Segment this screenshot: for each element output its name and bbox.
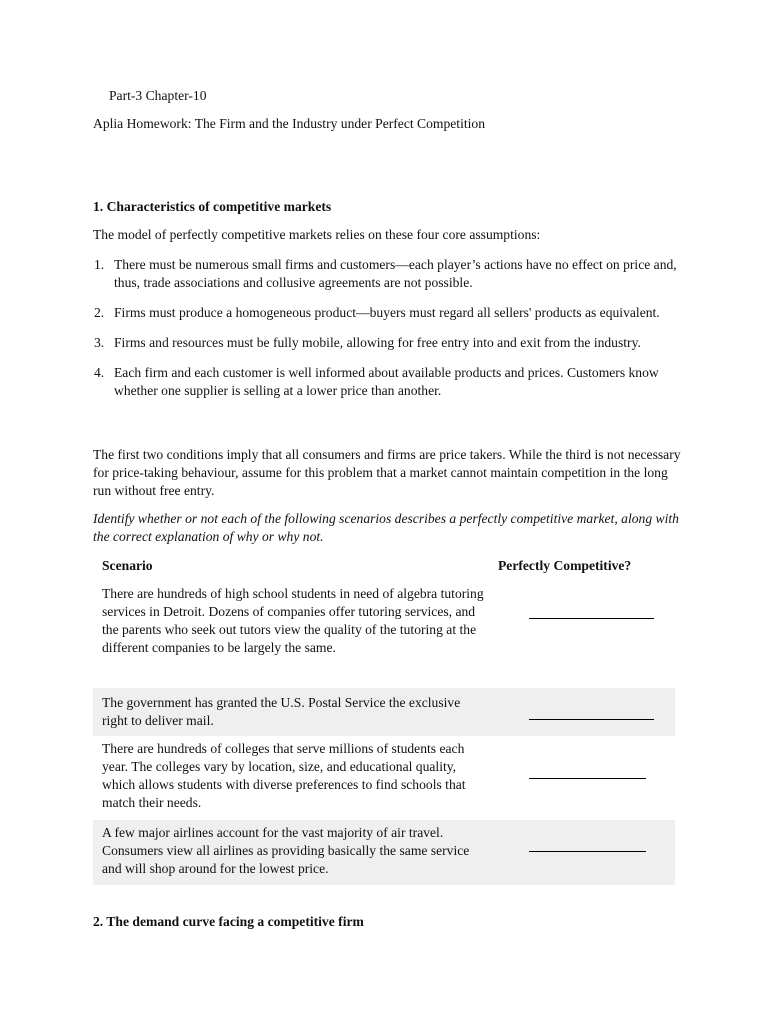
scenario-text: The government has granted the U.S. Postal Service the exclusive right to deliver mail. [102,695,461,728]
list-item-number: 1. [94,257,105,272]
list-item-text: Each firm and each customer is well informed about available products and prices. Customers know whether one supplier is selling at a lower price than another. [114,365,659,398]
assumptions-list [94,256,694,412]
section-1-heading: 1. Characteristics of competitive markets [93,199,332,214]
list-item-text: Firms must produce a homogeneous product—buyers must regard all sellers' products as equivalent. [114,305,660,320]
list-item-number: 2. [94,305,105,320]
list-item [94,304,694,322]
scenario-column-header: Scenario [102,558,153,573]
list-item-number: 4. [94,365,105,380]
answer-blank[interactable] [529,618,654,619]
document-title: Aplia Homework: The Firm and the Industry under Perfect Competition [93,116,486,131]
table-row [93,820,675,885]
list-item-text: Firms and resources must be fully mobile, allowing for free entry into and exit from the industry. [114,335,641,350]
list-item-number: 3. [94,335,105,350]
answer-blank[interactable] [529,778,646,779]
table-row [93,736,675,820]
scenario-table [93,552,675,885]
table-row [93,688,675,736]
list-item [94,334,694,352]
list-item-text: There must be numerous small firms and customers—each player’s actions have no effect on price and, thus, trade associations and collusive agreements are not possible. [114,257,677,290]
chapter-label: Part-3 Chapter-10 [109,88,207,103]
scenario-text: There are hundreds of high school students in need of algebra tutoring services in Detroit. Dozens of companies offer tutoring services, and the parents who seek out tutors view the quality of the tutoring at the different companies to be largely the same. [102,586,484,655]
scenario-text: There are hundreds of colleges that serve millions of students each year. The colleges vary by location, size, and educational quality, which allows students with diverse preferences to find schools that match their needs. [102,741,466,810]
list-item [94,256,694,292]
scenario-text: A few major airlines account for the vast majority of air travel. Consumers view all airlines as providing basically the same service and will shop around for the lowest price. [102,825,470,876]
table-header [93,552,675,582]
instruction-paragraph: Identify whether or not each of the following scenarios describes a perfectly competitive market, along with the correct explanation of why or why not. [93,511,679,544]
answer-blank[interactable] [529,719,654,720]
answer-column-header: Perfectly Competitive? [498,558,632,573]
section-2-heading: 2. The demand curve facing a competitive firm [93,914,364,929]
list-item [94,364,694,400]
table-row [93,582,675,688]
explanation-paragraph: The first two conditions imply that all consumers and firms are price takers. While the third is not necessary for price-taking behaviour, assume for this problem that a market cannot maintain competition in the long run without free entry. [93,447,681,498]
answer-blank[interactable] [529,851,646,852]
section-1-intro: The model of perfectly competitive markets relies on these four core assumptions: [93,227,541,242]
